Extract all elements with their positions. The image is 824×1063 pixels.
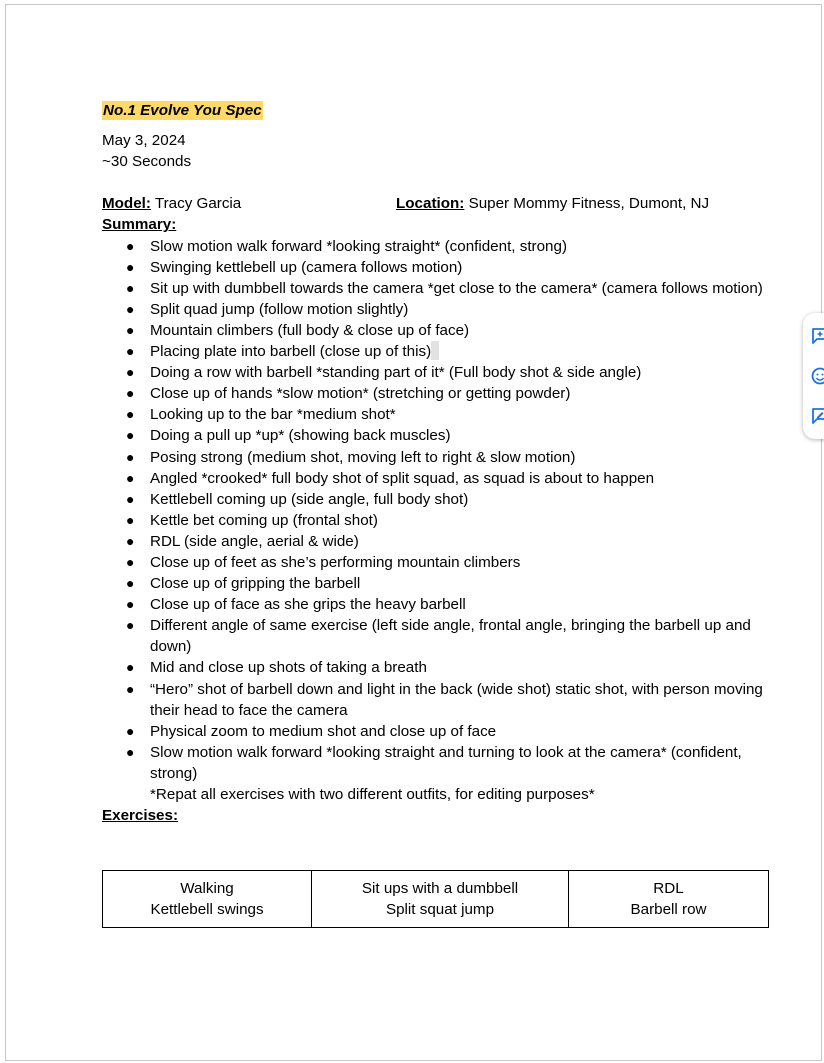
summary-item [102,320,772,341]
summary-item-text: Kettlebell coming up (side angle, full body shot) [150,490,469,508]
model-value: Tracy Garcia [150,195,242,213]
bullet-icon: ● [126,385,135,402]
summary-item [102,383,772,404]
summary-item [102,257,772,278]
summary-item-text: Doing a row with barbell *standing part of it* (Full body shot & side angle) [150,364,642,382]
location-value: Super Mommy Fitness, Dumont, NJ [464,195,710,213]
summary-item [102,510,772,531]
summary-item [102,615,772,657]
date-line: May 3, 2024 [102,132,186,150]
summary-item-text: Physical zoom to medium shot and close up of face [150,722,497,740]
summary-item-text: Swinging kettlebell up (camera follows motion) [150,258,463,276]
summary-item-text: Close up of face as she grips the heavy barbell [150,596,466,614]
summary-item [102,425,772,446]
bullet-icon: ● [126,237,135,254]
bullet-icon: ● [126,364,135,381]
cell-line: RDL [653,880,684,897]
summary-item [102,468,772,489]
table-cell [569,871,769,928]
exercises-table [102,870,769,928]
bullet-icon: ● [126,490,135,507]
summary-item [102,552,772,573]
summary-item [102,341,772,362]
summary-item-text: Close up of gripping the barbell [150,575,361,593]
bullet-icon: ● [126,427,135,444]
summary-item [102,531,772,552]
summary-item-text: Split quad jump (follow motion slightly) [150,300,409,318]
summary-item [102,742,772,784]
table-row [103,871,769,928]
summary-item [102,447,772,468]
bullet-icon: ● [126,300,135,317]
bullet-icon: ● [126,659,135,676]
summary-item-text: Different angle of same exercise (left side angle, frontal angle, bringing the barbell up and down) [150,617,751,656]
model-label: Model: [102,195,151,213]
summary-item [102,362,772,383]
bullet-icon: ● [126,406,135,423]
bullet-icon: ● [126,532,135,549]
summary-item [102,679,772,721]
bullet-icon: ● [126,743,135,760]
cell-line: Kettlebell swings [150,901,264,918]
summary-item-text: Placing plate into barbell (close up of this) [150,343,432,361]
summary-item-text: Doing a pull up *up* (showing back muscles) [150,427,451,445]
bullet-icon: ● [126,680,135,697]
model-location-row [102,193,772,214]
bullet-icon: ● [126,617,135,634]
summary-item [102,721,772,742]
location-field [396,193,709,214]
bullet-icon: ● [126,279,135,296]
duration-line: ~30 Seconds [102,153,192,171]
summary-item-text: Slow motion walk forward *looking straight and turning to look at the camera* (confident, strong) [150,743,742,782]
summary-item-text: Close up of feet as she’s performing mountain climbers [150,553,521,571]
summary-item-text: Posing strong (medium shot, moving left to right & slow motion) [150,448,576,466]
exercises-label: Exercises: [102,807,178,825]
summary-item-text: Mountain climbers (full body & close up of face) [150,321,470,339]
cell-line: Split squat jump [385,901,495,918]
table-cell [103,871,312,928]
text-cursor-highlight [431,341,439,360]
summary-item [102,299,772,320]
summary-item-text: Sit up with dumbbell towards the camera *get close to the camera* (camera follows motion) [150,279,763,297]
summary-item-text: Close up of hands *slow motion* (stretching or getting powder) [150,385,571,403]
cell-line: Walking [180,880,234,897]
cell-line: Barbell row [630,901,707,918]
bullet-icon: ● [126,448,135,465]
document-title: No.1 Evolve You Spec [103,102,262,119]
summary-item-text: Looking up to the bar *medium shot* [150,406,396,424]
summary-item [102,657,772,678]
summary-item-text: Mid and close up shots of taking a breath [150,659,427,677]
add-comment-icon[interactable] [811,327,824,345]
bullet-icon: ● [126,343,135,360]
summary-item [102,236,772,257]
summary-item-text: Angled *crooked* full body shot of split squad, as squad is about to happen [150,469,655,487]
summary-item-text: Kettle bet coming up (frontal shot) [150,511,378,529]
summary-list [102,236,772,784]
summary-item-text: “Hero” shot of barbell down and light in the back (wide shot) static shot, with person moving their head to face the camera [150,680,763,719]
suggest-edit-icon[interactable] [811,407,824,425]
bullet-icon: ● [126,258,135,275]
bullet-icon: ● [126,596,135,613]
summary-item-text: RDL (side angle, aerial & wide) [150,532,359,550]
bullet-icon: ● [126,469,135,486]
side-action-panel [803,313,824,439]
summary-item-text: Slow motion walk forward *looking straight* (confident, strong) [150,237,568,255]
bullet-icon: ● [126,553,135,570]
summary-item [102,278,772,299]
summary-item [102,404,772,425]
summary-label: Summary: [102,216,177,234]
document-content [102,100,772,826]
note-line: *Repat all exercises with two different outfits, for editing purposes* [150,786,595,803]
bullet-icon: ● [126,321,135,338]
summary-item [102,573,772,594]
summary-item [102,489,772,510]
model-field [102,193,396,214]
bullet-icon: ● [126,511,135,528]
table-cell [312,871,569,928]
cell-line: Sit ups with a dumbbell [361,880,519,897]
bullet-icon: ● [126,575,135,592]
emoji-reaction-icon[interactable] [811,367,824,385]
bullet-icon: ● [126,722,135,739]
location-label: Location: [396,195,465,213]
summary-item [102,594,772,615]
